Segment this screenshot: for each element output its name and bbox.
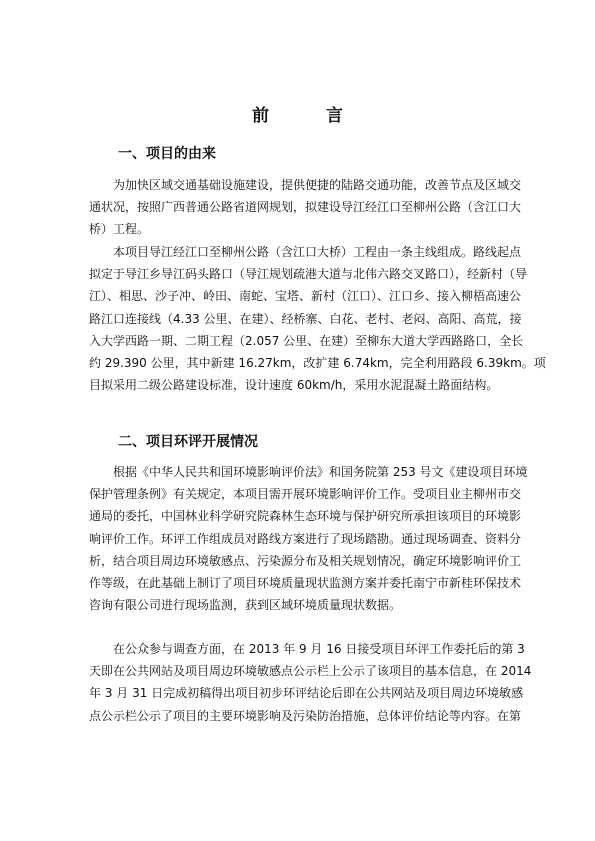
text-line: 为加快区域交通基础设施建设，提供便捷的陆路交通功能，改善节点及区域交	[113, 178, 522, 192]
section-heading-origin: 一、项目的由来	[118, 146, 216, 162]
text-line: 年 3 月 31 日完成初稿得出项目初步环评结论后即在公共网站及项目周边环境敏感	[89, 686, 524, 701]
text-line: 约 29.390 公里，其中新建 16.27km，改扩建 6.74km，完全利用路段 6.39km。项	[89, 355, 546, 370]
text-line: 通局的委托，中国林业科学研究院森林生态环境与保护研究所承担该项目的环境影	[89, 509, 522, 524]
text-line: 目拟采用二级公路建设标准，设计速度 60km/h，采用水泥混凝土路面结构。	[89, 378, 499, 393]
text-line: 路江口连接线（4.33 公里、在建）、经桥寨、白花、老村、老闷、高阳、高荒，接	[89, 311, 522, 326]
paragraph	[89, 638, 532, 727]
text-line: 点公示栏公示了项目的主要环境影响及污染防治措施，总体评价结论等内容。在第	[89, 708, 522, 723]
text-line: 咨询有限公司进行现场监测，获到区域环境质量现状数据。	[89, 598, 402, 613]
text-line: 在公众参与调查方面，在 2013 年 9 月 16 日接受项目环评工作委托后的第 3	[113, 642, 525, 656]
text-line: 桥）工程。	[89, 222, 150, 237]
text-line: 保护管理条例》有关规定，本项目需开展环境影响评价工作。受项目业主柳州市交	[89, 487, 522, 502]
text-line: 入大学西路一期、二期工程（2.057 公里、在建）至柳东大道大学西路路口，全长	[89, 333, 524, 348]
text-line: 响评价工作。环评工作组成员对路线方案进行了现场踏勘。通过现场调查、资料分	[89, 531, 522, 546]
paragraph	[89, 461, 528, 616]
text-line: 江）、相思、沙子冲、岭田、南蛇、宝塔、新村（江口）、江口乡、接入柳梧高速公	[89, 289, 522, 304]
paragraph	[89, 241, 546, 396]
text-line: 通状况，按照广西普通公路省道网规划，拟建设导江经江口至柳州公路（含江口大	[89, 200, 522, 215]
text-line: 拟定于导江乡导江码头路口（导江规划疏港大道与北伟六路交叉路口），经新村（导	[89, 267, 528, 282]
page-title: 前 言	[252, 106, 363, 126]
text-line: 作等级，在此基础上制订了项目环境质量现状监测方案并委托南宁市新桂环保技术	[89, 575, 522, 590]
text-line: 天即在公共网站及项目周边环境敏感点公示栏上公示了该项目的基本信息，在 2014	[89, 664, 532, 679]
section-heading-eia-progress: 二、项目环评开展情况	[118, 434, 258, 450]
text-line: 析，结合项目周边环境敏感点、污染源分布及相关规划情况，确定环境影响评价工	[89, 553, 522, 568]
text-line: 根据《中华人民共和国环境影响评价法》和国务院第 253 号文《建设项目环境	[113, 465, 528, 479]
text-line: 本项目导江经江口至柳州公路（含江口大桥）工程由一条主线组成。路线起点	[113, 245, 522, 259]
paragraph	[89, 174, 522, 241]
